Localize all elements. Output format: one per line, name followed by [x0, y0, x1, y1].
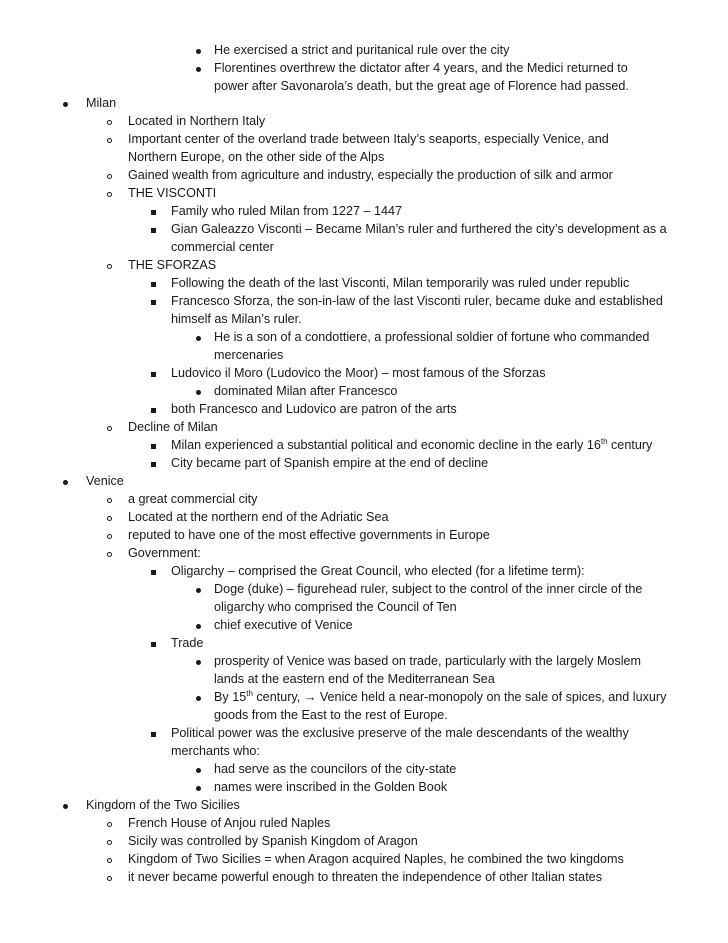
- text-line: goods from the East to the rest of Europe.: [214, 708, 448, 722]
- bullet-dot: [196, 786, 201, 791]
- bullet-circle: [107, 174, 112, 179]
- text-line: lands at the eastern end of the Mediterranean Sea: [214, 672, 495, 686]
- superscript: th: [246, 689, 253, 698]
- text-line: had serve as the councilors of the city-state: [214, 762, 457, 776]
- bullet-circle: [107, 822, 112, 827]
- bullet-square: [151, 300, 156, 305]
- text-line: chief executive of Venice: [214, 618, 353, 632]
- bullet-dot: [196, 660, 201, 665]
- text-line: Government:: [128, 546, 201, 560]
- bullet-dot: [196, 624, 201, 629]
- text-line: City became part of Spanish empire at the end of decline: [171, 456, 489, 470]
- bullet-dot: [196, 696, 201, 701]
- bullet-circle: [107, 858, 112, 863]
- section-heading-venice: Venice: [86, 474, 124, 488]
- text-line: merchants who:: [171, 744, 260, 758]
- bullet-dot: [196, 49, 201, 54]
- text-line: Located at the northern end of the Adriatic Sea: [128, 510, 389, 524]
- text-line: French House of Anjou ruled Naples: [128, 816, 331, 830]
- text-line: He exercised a strict and puritanical rule over the city: [214, 43, 510, 57]
- text-line: it never became powerful enough to threaten the independence of other Italian states: [128, 870, 602, 884]
- section-heading-milan: Milan: [86, 96, 117, 110]
- text-line: THE SFORZAS: [128, 258, 217, 272]
- bullet-dot: [196, 336, 201, 341]
- bullet-square: [151, 372, 156, 377]
- text-line: [171, 437, 652, 455]
- text-line: mercenaries: [214, 348, 284, 362]
- bullet-square: [151, 570, 156, 575]
- bullet-square: [151, 408, 156, 413]
- bullet-dot: [63, 102, 68, 107]
- bullet-circle: [107, 120, 112, 125]
- text-line: oligarchy who comprised the Council of Ten: [214, 600, 457, 614]
- bullet-dot: [196, 768, 201, 773]
- bullet-circle: [107, 498, 112, 503]
- text-line: Ludovico il Moro (Ludovico the Moor) – most famous of the Sforzas: [171, 366, 546, 380]
- text-line: Family who ruled Milan from 1227 – 1447: [171, 204, 402, 218]
- text-line: Oligarchy – comprised the Great Council, who elected (for a lifetime term):: [171, 564, 585, 578]
- bullet-circle: [107, 264, 112, 269]
- superscript: th: [600, 437, 608, 446]
- text-run: Milan experienced a substantial political and economic decline in the early 16: [171, 438, 601, 452]
- bullet-square: [151, 282, 156, 287]
- bullet-dot: [196, 588, 201, 593]
- bullet-dot: [196, 67, 201, 72]
- text-line: Francesco Sforza, the son-in-law of the last Visconti ruler, became duke and established: [171, 294, 663, 308]
- text-line: Florentines overthrew the dictator after 4 years, and the Medici returned to: [214, 61, 628, 75]
- bullet-circle: [107, 516, 112, 521]
- text-line: both Francesco and Ludovico are patron of the arts: [171, 402, 457, 416]
- text-line: Northern Europe, on the other side of the Alps: [128, 150, 385, 164]
- text-line: THE VISCONTI: [128, 186, 217, 200]
- text-line: He is a son of a condottiere, a professional soldier of fortune who commanded: [214, 330, 650, 344]
- text-line: dominated Milan after Francesco: [214, 384, 398, 398]
- text-line: Gian Galeazzo Visconti – Became Milan’s ruler and furthered the city’s development as a: [171, 222, 667, 236]
- text-line: names were inscribed in the Golden Book: [214, 780, 448, 794]
- text-line: Important center of the overland trade between Italy’s seaports, especially Venice, and: [128, 132, 609, 146]
- text-line: Trade: [171, 636, 204, 650]
- text-run: By 15: [214, 690, 247, 704]
- bullet-dot: [196, 390, 201, 395]
- text-line: himself as Milan’s ruler.: [171, 312, 302, 326]
- text-line: commercial center: [171, 240, 274, 254]
- bullet-square: [151, 732, 156, 737]
- bullet-circle: [107, 840, 112, 845]
- bullet-circle: [107, 138, 112, 143]
- bullet-circle: [107, 552, 112, 557]
- text-line: a great commercial city: [128, 492, 258, 506]
- text-line: Kingdom of Two Sicilies = when Aragon acquired Naples, he combined the two kingdoms: [128, 852, 624, 866]
- bullet-dot: [63, 480, 68, 485]
- text-line: Decline of Milan: [128, 420, 218, 434]
- text-run: century, → Venice held a near-monopoly on the sale of spices, and luxury: [252, 690, 667, 704]
- bullet-square: [151, 462, 156, 467]
- bullet-circle: [107, 426, 112, 431]
- text-line: prosperity of Venice was based on trade, particularly with the largely Moslem: [214, 654, 641, 668]
- bullet-circle: [107, 534, 112, 539]
- text-line: power after Savonarola’s death, but the great age of Florence had passed.: [214, 79, 629, 93]
- text-line: Located in Northern Italy: [128, 114, 266, 128]
- text-line: Political power was the exclusive preserve of the male descendants of the wealthy: [171, 726, 629, 740]
- text-line: reputed to have one of the most effective governments in Europe: [128, 528, 490, 542]
- bullet-square: [151, 642, 156, 647]
- text-run: century: [607, 438, 653, 452]
- text-line: Doge (duke) – figurehead ruler, subject to the control of the inner circle of the: [214, 582, 643, 596]
- bullet-circle: [107, 192, 112, 197]
- bullet-dot: [63, 804, 68, 809]
- bullet-square: [151, 210, 156, 215]
- text-line: Following the death of the last Visconti, Milan temporarily was ruled under republic: [171, 276, 630, 290]
- text-line: Gained wealth from agriculture and industry, especially the production of silk and armor: [128, 168, 613, 182]
- section-heading-two-sicilies: Kingdom of the Two Sicilies: [86, 798, 240, 812]
- bullet-circle: [107, 876, 112, 881]
- bullet-square: [151, 444, 156, 449]
- text-line: Sicily was controlled by Spanish Kingdom of Aragon: [128, 834, 418, 848]
- bullet-square: [151, 228, 156, 233]
- text-line: [214, 689, 666, 707]
